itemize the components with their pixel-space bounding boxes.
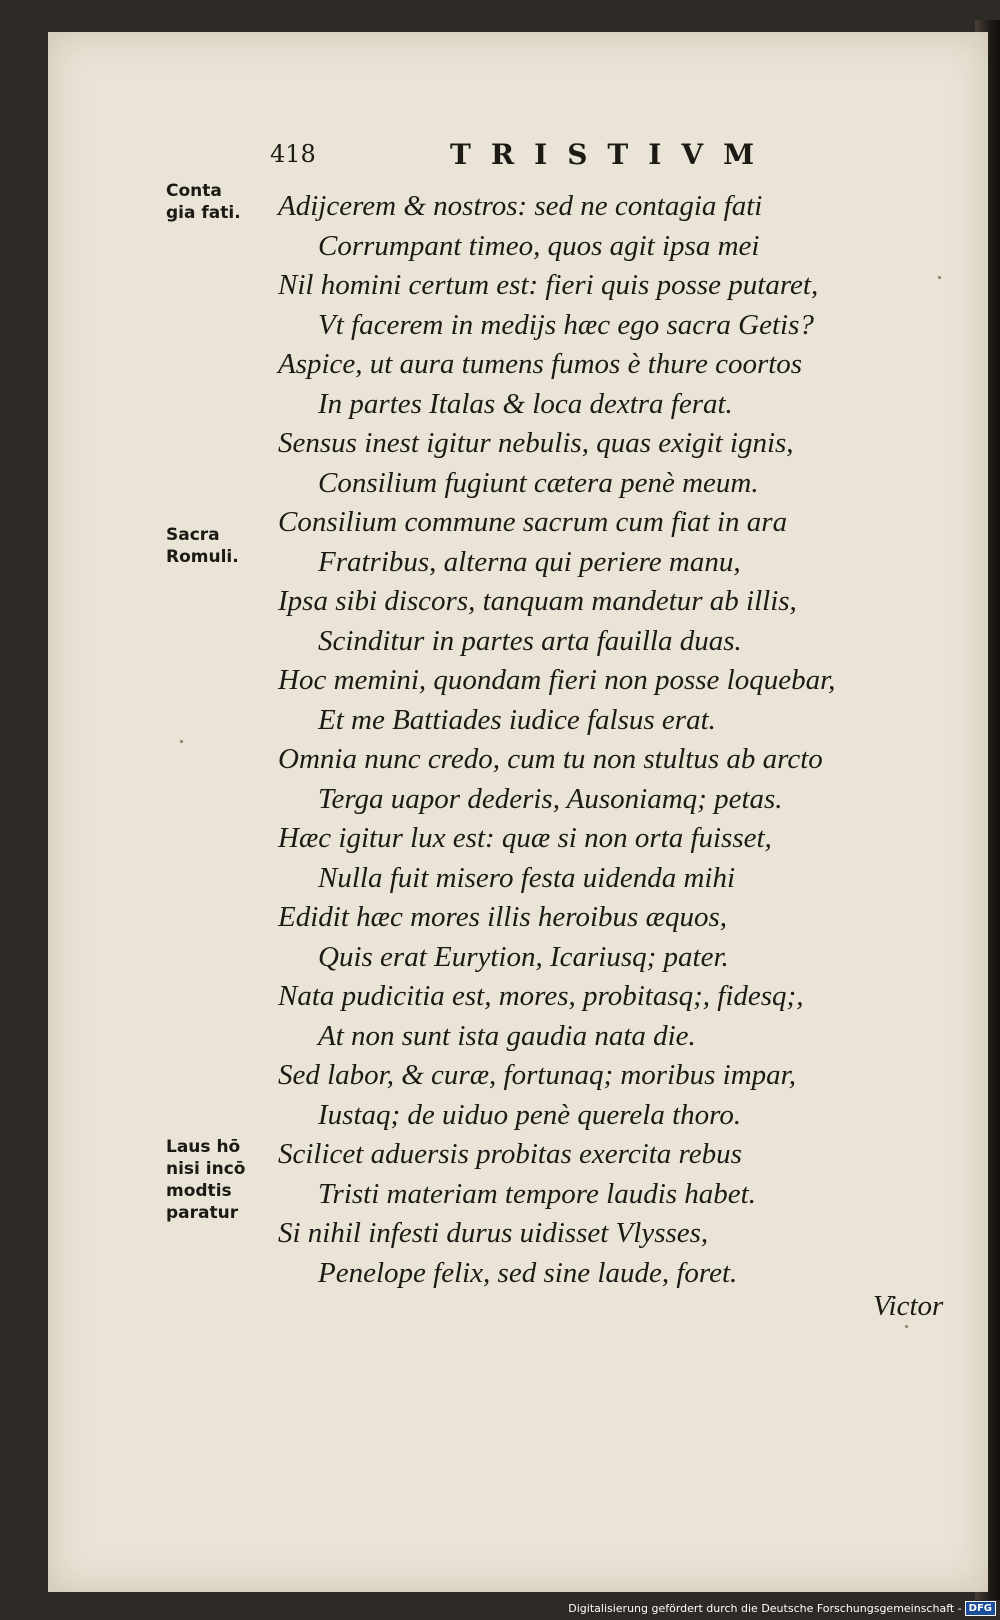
verse-line: Omnia nunc credo, cum tu non stultus ab arcto: [278, 743, 823, 775]
paper-speck: [180, 740, 183, 743]
verse-line: Terga uapor dederis, Ausoniamq; petas.: [318, 783, 783, 815]
verse-line: Adijcerem & nostros: sed ne contagia fati: [278, 190, 763, 222]
verse-line: Nil homini certum est: fieri quis posse putaret,: [278, 269, 819, 301]
verse-line: Tristi materiam tempore laudis habet.: [318, 1178, 756, 1210]
paper-speck: [938, 276, 941, 279]
verse-line: Edidit hæc mores illis heroibus æquos,: [278, 901, 727, 933]
verse-line: Sensus inest igitur nebulis, quas exigit ignis,: [278, 427, 794, 459]
verse-line: Corrumpant timeo, quos agit ipsa mei: [318, 230, 760, 262]
dfg-logo: DFG: [965, 1601, 996, 1616]
catchword: Victor: [873, 1290, 944, 1322]
verse-line: Nata pudicitia est, mores, probitasq;, fidesq;,: [278, 980, 804, 1012]
verse-line: Scinditur in partes arta fauilla duas.: [318, 625, 742, 657]
verse-line: In partes Italas & loca dextra ferat.: [318, 388, 733, 420]
paper-speck: [905, 1325, 908, 1328]
verse-line: Fratribus, alterna qui periere manu,: [318, 546, 741, 578]
verse-line: Consilium commune sacrum cum fiat in ara: [278, 506, 788, 538]
verse-line: Ipsa sibi discors, tanquam mandetur ab illis,: [278, 585, 797, 617]
verse-line: Aspice, ut aura tumens fumos è thure coortos: [278, 348, 803, 380]
marginal-note: Conta gia fati.: [166, 181, 241, 223]
running-head: TRISTIVM: [450, 138, 775, 171]
verse-line: Vt facerem in medijs hæc ego sacra Getis?: [318, 309, 814, 341]
verse-line: At non sunt ista gaudia nata die.: [318, 1020, 696, 1052]
page-header: [270, 140, 790, 180]
footer-credit: Digitalisierung gefördert durch die Deutsche Forschungsgemeinschaft -: [568, 1602, 962, 1615]
verse-line: Scilicet aduersis probitas exercita rebus: [278, 1138, 742, 1170]
verse-line: Iustaq; de uiduo penè querela thoro.: [318, 1099, 742, 1131]
verse-line: Hoc memini, quondam fieri non posse loquebar,: [278, 664, 836, 696]
digitization-footer: [568, 1601, 996, 1616]
verse-line: Hæc igitur lux est: quæ si non orta fuisset,: [278, 822, 772, 854]
page-number: 418: [270, 140, 316, 168]
verse-line: Penelope felix, sed sine laude, foret.: [318, 1257, 738, 1289]
verse-line: Nulla fuit misero festa uidenda mihi: [318, 862, 736, 894]
verse-line: Sed labor, & curæ, fortunaq; moribus impar,: [278, 1059, 797, 1091]
verse-line: Consilium fugiunt cætera penè meum.: [318, 467, 759, 499]
marginal-note: Sacra Romuli.: [166, 525, 239, 567]
verse-line: Si nihil infesti durus uidisset Vlysses,: [278, 1217, 709, 1249]
marginal-note: Laus hō nisi incō modtis paratur: [166, 1137, 246, 1223]
verse-line: Et me Battiades iudice falsus erat.: [318, 704, 716, 736]
verse-line: Quis erat Eurytion, Icariusq; pater.: [318, 941, 729, 973]
